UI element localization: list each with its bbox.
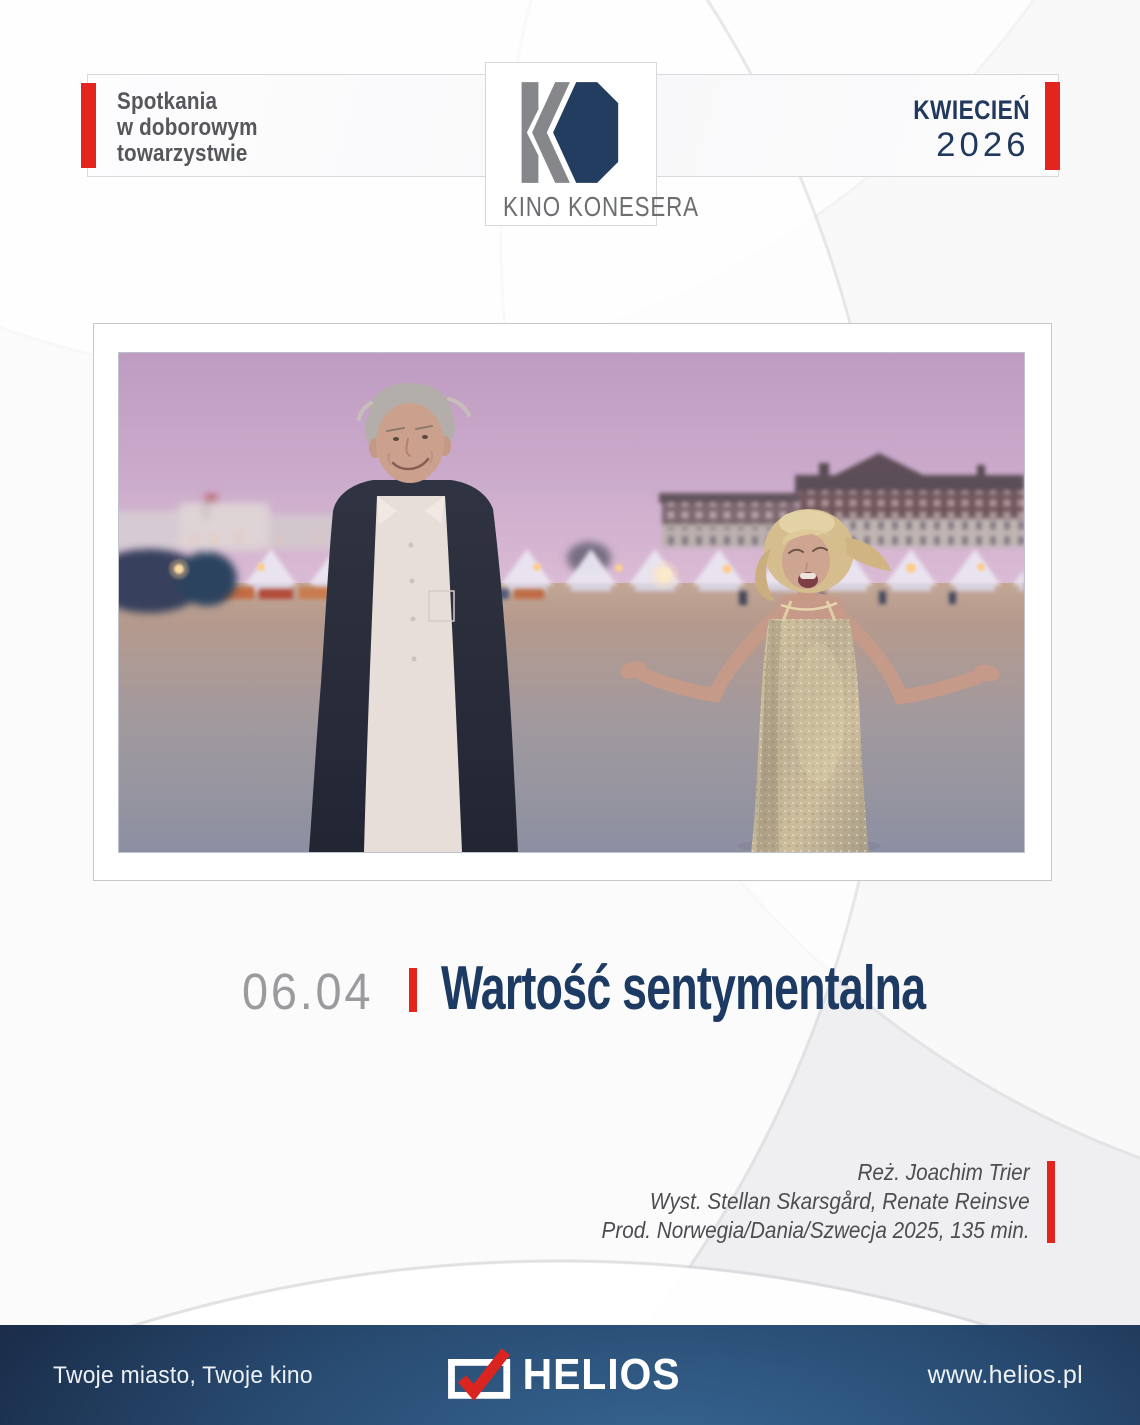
credits-production: Prod. Norwegia/Dania/Szwecja 2025, 135 min. [601, 1217, 1030, 1243]
header-right-accent-bar [1045, 82, 1060, 170]
screening-accent-bar [409, 968, 417, 1012]
credits-director: Reż. Joachim Trier [857, 1159, 1030, 1185]
helios-logo [448, 1347, 693, 1403]
footer-tagline: Twoje miasto, Twoje kino [53, 1362, 313, 1389]
kino-konesera-logo [485, 62, 699, 226]
atmosphere-tint [119, 353, 1024, 852]
helios-wordmark: HELIOS [522, 1350, 681, 1399]
credits-accent-bar [1047, 1161, 1055, 1243]
kk-chevrons-icon [507, 80, 637, 185]
issue-month: KWIECIEŃ [913, 95, 1030, 125]
credits-cast: Wyst. Stellan Skarsgård, Renate Reinsve [650, 1188, 1030, 1214]
logo-wordmark: KINO KONESERA [503, 191, 699, 222]
series-label-line1: Spotkania [117, 88, 218, 115]
series-label-line2: w doborowym [117, 114, 258, 141]
screening-title: Wartość sentymentalna [441, 954, 926, 1023]
footer-website-link[interactable]: www.helios.pl [927, 1361, 1083, 1389]
issue-year: 2026 [936, 126, 1030, 164]
photo-frame [93, 323, 1052, 881]
screening-date: 06.04 [242, 963, 374, 1020]
helios-checkbox-icon [448, 1347, 512, 1403]
series-label-line3: towarzystwie [117, 140, 248, 167]
header-left-accent-bar [81, 83, 96, 168]
credits-block [602, 1158, 1030, 1245]
series-label [117, 89, 258, 167]
movie-still-illustration [119, 353, 1024, 852]
